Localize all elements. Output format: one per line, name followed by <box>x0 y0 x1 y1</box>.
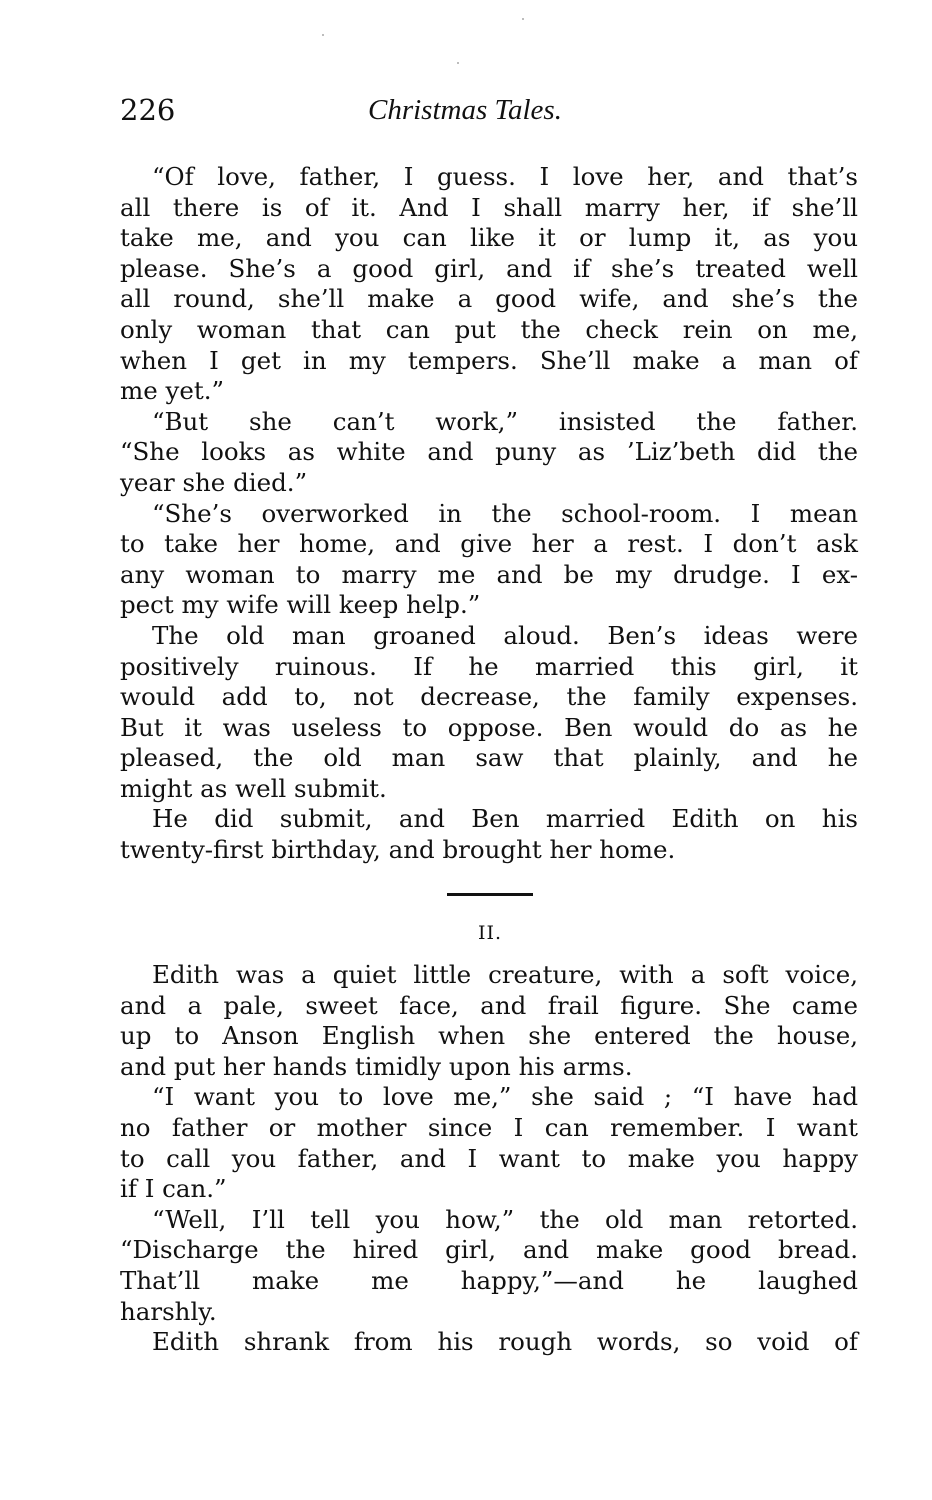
print-speck <box>457 62 459 64</box>
text-line: Edith was a quiet little creature, with a soft voice, <box>152 960 858 989</box>
text-line: year she died.” <box>120 467 308 497</box>
text-line: “But she can’t work,” insisted the father. <box>152 406 858 436</box>
text-line: “Discharge the hired girl, and make good bread. <box>120 1235 858 1265</box>
text-line: twenty-first birthday, and brought her home. <box>120 835 676 865</box>
page-number: 226 <box>120 93 176 127</box>
text-line: pleased, the old man saw that plainly, and he <box>120 743 858 773</box>
text-line: take me, and you can like it or lump it, as you <box>120 223 858 253</box>
text-line: positively ruinous. If he married this girl, it <box>120 651 858 681</box>
text-line: pect my wife will keep help.” <box>120 590 481 620</box>
text-line: any woman to marry me and be my drudge. I ex- <box>120 559 858 589</box>
text-line: and put her hands timidly upon his arms. <box>120 1051 633 1081</box>
text-line: no father or mother since I can remember. I want <box>120 1112 858 1142</box>
print-speck <box>522 18 524 20</box>
text-line: Edith shrank from his rough words, so void of <box>152 1327 858 1357</box>
text-line: all round, she’ll make a good wife, and she’s the <box>120 284 858 314</box>
text-line: “Well, I’ll tell you how,” the old man retorted. <box>152 1204 858 1234</box>
section-two-text <box>120 960 858 1358</box>
section-heading: II. <box>477 922 503 944</box>
text-line: That’ll make me happy,”—and he laughed <box>120 1265 858 1295</box>
text-line: up to Anson English when she entered the house, <box>120 1021 858 1051</box>
text-line: harshly. <box>120 1296 217 1326</box>
text-line: would add to, not decrease, the family expenses. <box>120 682 858 712</box>
text-line: when I get in my tempers. She’ll make a man of <box>120 345 858 375</box>
text-line: “She’s overworked in the school-room. I mean <box>152 498 858 528</box>
section-one-text <box>120 162 858 866</box>
section-divider-rule <box>447 893 533 896</box>
text-line: if I can.” <box>120 1174 227 1204</box>
text-line: But it was useless to oppose. Ben would do as he <box>120 712 858 742</box>
text-line: all there is of it. And I shall marry her, if she’ll <box>120 192 858 222</box>
text-line: please. She’s a good girl, and if she’s treated well <box>120 253 858 283</box>
text-line: “She looks as white and puny as ’Liz’beth did the <box>120 437 858 467</box>
text-line: to take her home, and give her a rest. I don’t ask <box>120 529 858 559</box>
text-line: “Of love, father, I guess. I love her, and that’s <box>152 162 858 191</box>
text-line: me yet.” <box>120 376 225 406</box>
text-line: “I want you to love me,” she said ; “I have had <box>152 1082 858 1112</box>
text-line: The old man groaned aloud. Ben’s ideas were <box>152 620 858 650</box>
text-line: only woman that can put the check rein on me, <box>120 314 858 344</box>
text-line: and a pale, sweet face, and frail figure. She came <box>120 990 858 1020</box>
page-header <box>120 92 862 132</box>
text-line: might as well submit. <box>120 773 387 803</box>
text-line: He did submit, and Ben married Edith on his <box>152 804 858 834</box>
text-line: to call you father, and I want to make you happy <box>120 1143 858 1173</box>
print-speck <box>322 34 324 36</box>
running-title: Christmas Tales. <box>368 94 562 126</box>
